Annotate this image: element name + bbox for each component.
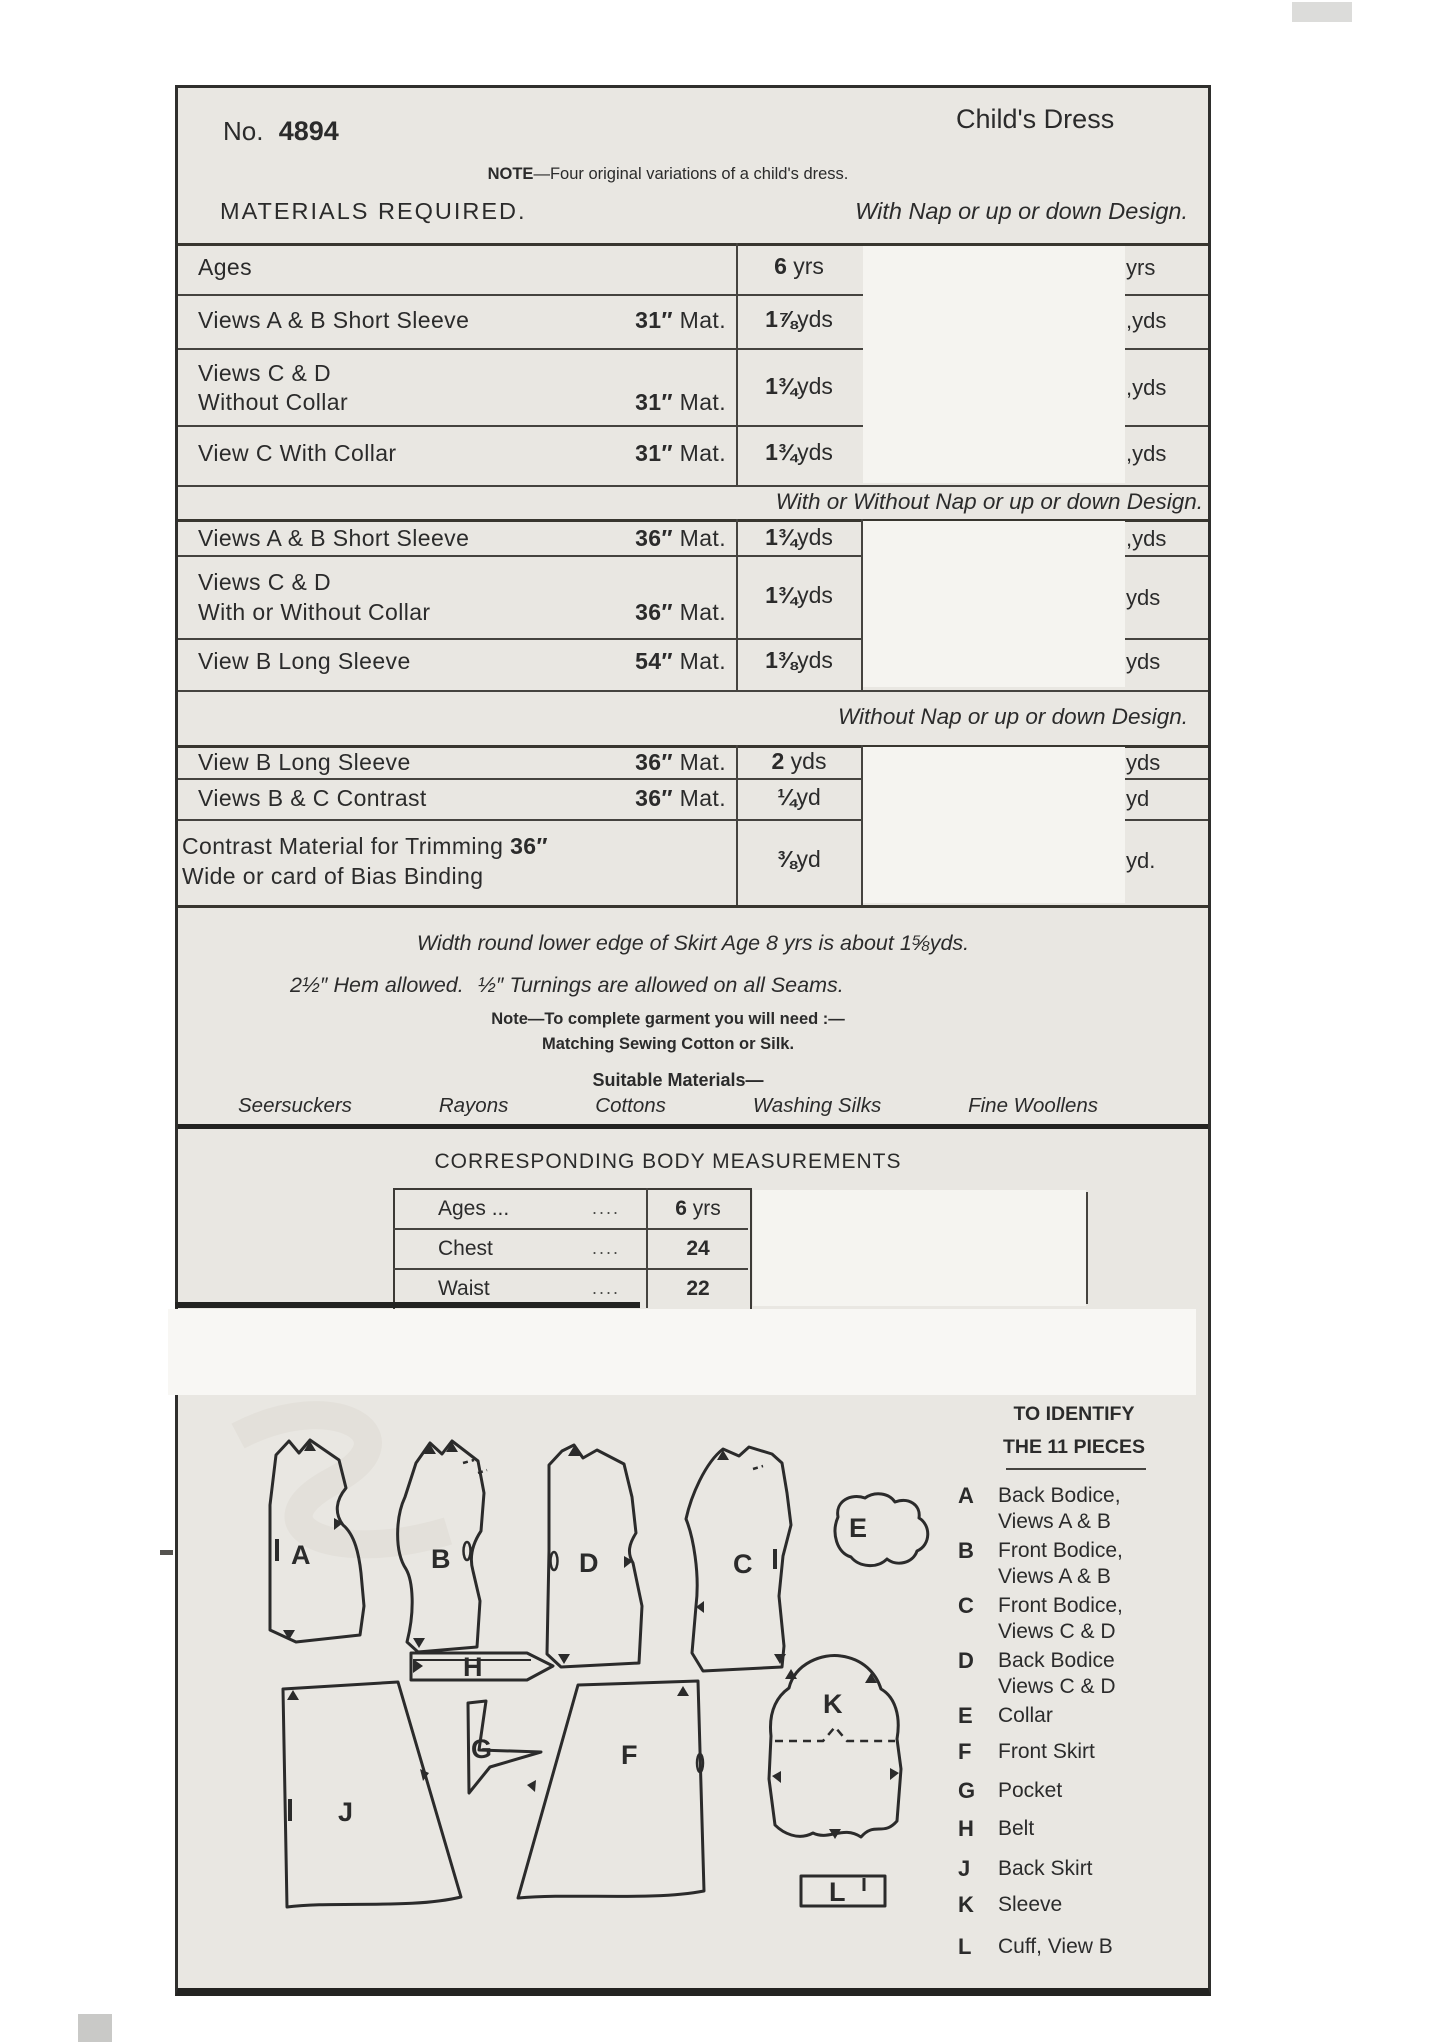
table-row-ages-fragment: yrs	[1126, 255, 1156, 280]
table-row-value: 1⅞yds	[765, 306, 833, 332]
measurements-row-chest: Chest .... 24	[438, 1236, 710, 1260]
identify-key: B	[958, 1538, 974, 1563]
measurements-row-ages: Ages ... .... 6 yrs	[438, 1196, 721, 1220]
identify-key: D	[958, 1648, 974, 1673]
table-row-label: Views C & D Without Collar 31″ Mat.	[198, 360, 726, 415]
table-row-value: 1¾yds	[765, 524, 833, 550]
table-row-value: ¼yd	[777, 784, 821, 810]
piece-k-outline	[769, 1655, 901, 1837]
table-row-value: 1¾yds	[765, 439, 833, 465]
turnings-note: ½″ Turnings are allowed on all Seams.	[478, 973, 844, 997]
identify-label: Front Skirt	[998, 1740, 1095, 1763]
materials-heading: MATERIALS REQUIRED.	[220, 198, 527, 224]
nap-heading-2: With or Without Nap or up or down Design.	[775, 489, 1203, 514]
table-row-fragment: ,yds	[1126, 375, 1167, 400]
piece-letter: J	[338, 1797, 354, 1827]
table-row-ages-value: 6 yrs	[774, 253, 824, 279]
measurements-heading: CORRESPONDING BODY MEASUREMENTS	[434, 1150, 902, 1173]
table-row-fragment: ,yds	[1126, 441, 1167, 466]
table-row-fragment: yd.	[1126, 848, 1156, 873]
covered-band-patch	[168, 1309, 1196, 1395]
material-item: Rayons	[438, 1094, 509, 1117]
piece-k-fold-line	[775, 1727, 895, 1741]
table-row-fragment: yds	[1126, 750, 1161, 775]
header-note-bold: NOTE	[487, 165, 534, 183]
covered-columns-patch	[753, 1190, 1086, 1306]
identify-key: C	[958, 1593, 974, 1618]
identify-label: Back Bodice Views C & D	[998, 1649, 1116, 1698]
complete-note: Note—To complete garment you will need :—	[491, 1010, 845, 1028]
header-note	[298, 165, 1038, 184]
suitable-materials-heading: Suitable Materials—	[592, 1070, 764, 1090]
pattern-number-label: No.	[223, 116, 264, 146]
table-row-label: Contrast Material for Trimming 36″ Wide or card of Bias Binding	[182, 833, 548, 889]
covered-columns-patch	[863, 246, 1125, 483]
pattern-instruction-sheet	[175, 85, 1211, 1996]
table-row-label: View B Long Sleeve 36″ Mat.	[198, 749, 726, 775]
section-divider-rule	[178, 1124, 1208, 1129]
material-item: Fine Woollens	[968, 1094, 1098, 1117]
page-title: Child's Dress	[956, 104, 1115, 134]
identify-label: Cuff, View B	[998, 1935, 1113, 1958]
matching-note: Matching Sewing Cotton or Silk.	[541, 1035, 795, 1053]
identify-key: L	[958, 1934, 972, 1959]
nap-heading-1: With Nap or up or down Design.	[855, 198, 1188, 224]
material-item: Seersuckers	[238, 1094, 352, 1117]
identify-heading-line1: TO IDENTIFY	[1013, 1403, 1135, 1425]
scan-artifact-top-right	[1292, 2, 1352, 22]
piece-letter: B	[431, 1544, 451, 1574]
identify-label: Front Bodice, Views C & D	[998, 1594, 1123, 1643]
identify-label: Back Skirt	[998, 1857, 1093, 1880]
identify-key: F	[958, 1739, 972, 1764]
scan-artifact-left-dash	[160, 1550, 173, 1555]
piece-j-outline	[283, 1682, 461, 1907]
notch-marks	[283, 1441, 899, 1839]
piece-letter: G	[471, 1734, 493, 1764]
table-row-label: Views B & C Contrast 36″ Mat.	[198, 785, 726, 811]
covered-table-remnant-rule	[1086, 1192, 1088, 1304]
covered-columns-patch	[863, 747, 1125, 903]
identify-label: Front Bodice, Views A & B	[998, 1539, 1123, 1588]
piece-letter: H	[463, 1652, 483, 1682]
scan-artifact-bottom-left	[78, 2014, 112, 2042]
identify-label: Back Bodice, Views A & B	[998, 1484, 1121, 1533]
identify-label: Sleeve	[998, 1893, 1063, 1916]
piece-letter: K	[823, 1689, 843, 1719]
pattern-number-line	[223, 116, 339, 147]
pattern-pieces-diagram	[183, 1401, 953, 1993]
identify-label: Pocket	[998, 1779, 1063, 1802]
piece-letter: D	[579, 1548, 599, 1578]
hem-note: 2½″ Hem allowed.	[290, 973, 464, 997]
identify-key: J	[958, 1856, 971, 1881]
material-item: Cottons	[595, 1094, 666, 1117]
identify-label: Belt	[998, 1817, 1035, 1840]
table-row-fragment: yds	[1126, 649, 1161, 674]
table-row-fragment: yd	[1126, 786, 1150, 811]
table-rule	[178, 905, 1208, 908]
measurements-row-waist: Waist .... 22	[438, 1276, 710, 1300]
table-row-label: View C With Collar 31″ Mat.	[198, 440, 726, 466]
table-row-label: Views C & D With or Without Collar 36″ Mat.	[198, 569, 726, 625]
identify-key: G	[958, 1778, 976, 1803]
measurements-bottom-rule	[175, 1302, 640, 1308]
identify-key: H	[958, 1816, 974, 1841]
material-item: Washing Silks	[752, 1094, 882, 1117]
piece-letter: C	[733, 1549, 753, 1579]
table-row-value: 1¾yds	[765, 373, 833, 399]
table-row-fragment: yds	[1126, 585, 1161, 610]
identify-label: Collar	[998, 1704, 1053, 1727]
identify-key: K	[958, 1892, 974, 1917]
header-note-rest: —Four original variations of a child's dress.	[533, 165, 849, 183]
table-row-ages-label: Ages	[198, 254, 253, 280]
table-row-label: Views A & B Short Sleeve 31″ Mat.	[198, 307, 726, 333]
suitable-materials-list	[238, 1094, 1098, 1118]
table-row-value: 2 yds	[771, 748, 827, 774]
table-row-fragment: ,yds	[1126, 526, 1167, 551]
table-row-value: ⅜yd	[777, 846, 821, 872]
nap-heading-3: Without Nap or up or down Design.	[838, 704, 1188, 729]
table-rule	[178, 690, 1208, 692]
identify-key: E	[958, 1703, 973, 1728]
piece-f-outline	[518, 1681, 704, 1898]
skirt-width-note: Width round lower edge of Skirt Age 8 yrs is about 1⅝yds.	[416, 931, 970, 955]
piece-letter: L	[829, 1877, 846, 1907]
identify-heading-line2: THE 11 PIECES	[1003, 1436, 1145, 1458]
table-row-label: Views A & B Short Sleeve 36″ Mat.	[198, 525, 726, 551]
identify-key: A	[958, 1483, 974, 1508]
piece-letter: F	[621, 1740, 638, 1770]
table-row-value: 1⅜yds	[765, 647, 833, 673]
covered-columns-patch	[863, 521, 1125, 687]
piece-letter: A	[291, 1540, 311, 1570]
table-rule	[178, 485, 1208, 487]
table-row-fragment: ,yds	[1126, 308, 1167, 333]
table-row-value: 1¾yds	[765, 582, 833, 608]
pattern-number: 4894	[278, 116, 339, 146]
piece-letter: E	[849, 1513, 868, 1543]
identify-heading-rule	[1006, 1468, 1146, 1470]
table-row-label: View B Long Sleeve 54″ Mat.	[198, 648, 726, 674]
